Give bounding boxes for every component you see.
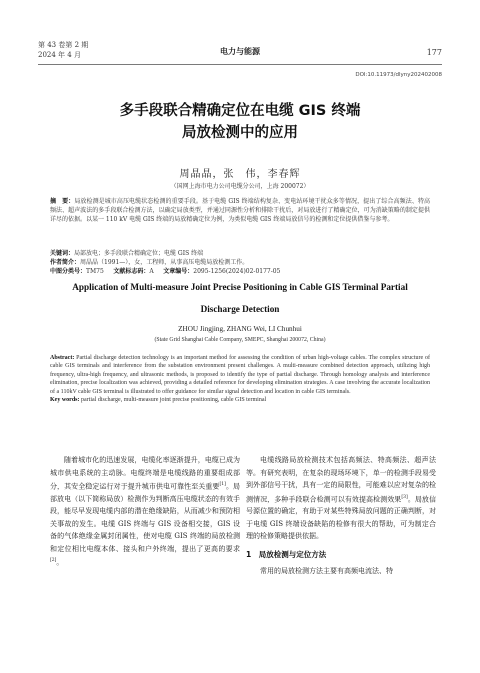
author-bio <box>50 257 430 266</box>
reference-1[interactable]: [1] <box>219 482 226 487</box>
author-bio-text: 周晶晶（1991—），女，工程师，从事高压电缆局放检测工作。 <box>80 259 249 266</box>
section-heading: 1 局放检测与定位方法 <box>246 549 327 559</box>
body-right-column <box>246 454 436 578</box>
english-authors: ZHOU Jingjing, ZHANG Wei, LI Chunhui <box>178 325 302 333</box>
journal-name: 电力与能源 <box>220 47 260 56</box>
english-abstract <box>50 354 430 404</box>
english-abstract-label: Abstract: <box>50 355 75 361</box>
header-rule <box>38 64 442 65</box>
author-bio-label: 作者简介： <box>50 259 81 266</box>
clc-label: 中图分类号： <box>50 268 87 275</box>
classification-line <box>50 266 430 275</box>
keywords-label: 关键词： <box>50 250 75 257</box>
english-keywords-text: partial discharge, multi-measure joint precise positioning, cable GIS terminal <box>81 397 267 404</box>
clc-value: TM75 <box>86 268 104 275</box>
chinese-title-line1: 多手段联合精确定位在电缆 GIS 终端 <box>119 103 361 119</box>
reference-3[interactable]: [3] <box>401 494 408 500</box>
chinese-abstract-text: 局放检测是城市高压电缆状态检测的重要手段。基于电缆 GIS 终端结构复杂、变电站环境干扰众多等情况，提出了综合高频法、特高频法、超声波法的多手段联合检测方法，以确定局放类型，并通过同源性分析和排除干扰后，对局放进行了精确定位，可为消缺策略的制定提供详尽的依据。以某一 110 kV 电缆 GIS 终端的局放精确定位为例，为类似电缆 GIS 终端局放信号的检测和定位提供借鉴与参考。 <box>50 198 430 223</box>
keywords-text: 局部放电；多手段联合精确定位；电缆 GIS 终端 <box>74 250 204 257</box>
intro-text-2: 。局部放电（以下简称局放）检测作为判断高压电缆状态的有效手段，能尽早发现电缆内部的潜在绝缘缺陷，从而减少和预防相关事故的发生。电缆 GIS 终端与 GIS 设备相交接，GIS 设备的气体绝缘金属封闭属性，使对电缆 GIS 终端的局放检测和定位相比电缆本体、接头和户外终端，提出了更高的要求 <box>50 482 240 553</box>
page-header <box>38 40 442 68</box>
article-no-value: 2095-1256(2024)02-0177-05 <box>193 268 281 275</box>
chinese-authors: 周晶晶，张 伟，李春辉 <box>179 169 301 180</box>
english-keywords-label: Key words: <box>50 397 80 404</box>
doc-code-value: A <box>149 268 154 275</box>
page-number: 177 <box>426 48 442 57</box>
methods-paragraph <box>246 454 436 543</box>
chinese-keywords <box>50 248 430 257</box>
body-left-column <box>50 454 240 569</box>
chinese-affiliation: （国网上海市电力公司电缆分公司，上海 200072） <box>170 183 310 190</box>
intro-text-3: 。 <box>56 558 64 567</box>
english-title <box>38 276 442 320</box>
english-affiliation: (State Grid Shanghai Cable Company, SMEPC, Shanghai 200072, China) <box>154 337 326 343</box>
section-paragraph: 常用的局放检测方法主要有高频电流法、特 <box>260 567 393 576</box>
intro-paragraph <box>50 454 240 569</box>
article-no-label: 文章编号： <box>163 268 194 275</box>
reference-2[interactable]: [2] <box>50 558 57 564</box>
english-abstract-text: Partial discharge detection technology is an important method for assessing the condition of urban high-voltage cables. The complex structure of cable GIS terminals and interference from the substation environment present challenges. A multi-measure combined detection approach, utilizing high frequency, ultra-high frequency, and ultrasonic methods, is proposed to identify the type of partial discharge. Through homology analysis and interference elimination, precise localization was achieved, providing a detailed reference for developing elimination strategies. A case involving the accurate localization of a 110kV cable GIS terminal is illustrated to offer guidance for similar signal detection and location in cable GIS terminals. <box>50 355 430 395</box>
intro-text-1: 随着城市化的迅速发展，电缆化率逐渐提升，电缆已成为城市供电系统的主动脉。电缆终端是电缆线路的重要组成部分，其安全稳定运行对于提升城市供电可靠性至关重要 <box>50 456 240 491</box>
date-label: 2024 年 4 月 <box>38 51 81 59</box>
chinese-title <box>38 100 442 144</box>
methods-text-1: 电缆线路局放检测技术包括高频法、特高频法、超声法等。有研究表明，在复杂的现场环境下，单一的检测手段易受到外部信号干扰，具有一定的局限性，可能难以应对复杂的检测情况，多种手段联合检测可以有效提高检测效果 <box>246 456 436 503</box>
volume-label: 第 43 卷第 2 期 <box>38 41 89 49</box>
chinese-abstract-label: 摘 要： <box>50 198 75 205</box>
english-title-line1: Application of Multi-measure Joint Precise Positioning in Cable GIS Terminal Partial <box>72 282 408 292</box>
methods-text-2: 。局放信号源位置的确定，有助于对某些特殊局放问题的正确判断，对于电缆 GIS 终端设备缺陷的检修有很大的帮助，可为制定合理的检修策略提供依据。 <box>246 494 436 541</box>
english-title-line2: Discharge Detection <box>200 304 280 314</box>
doc-code-label: 文献标志码： <box>113 268 150 275</box>
chinese-abstract <box>50 197 430 224</box>
chinese-title-line2: 局放检测中的应用 <box>182 125 298 141</box>
doi-label: DOI:10.11973/dlyny202402008 <box>355 72 442 78</box>
